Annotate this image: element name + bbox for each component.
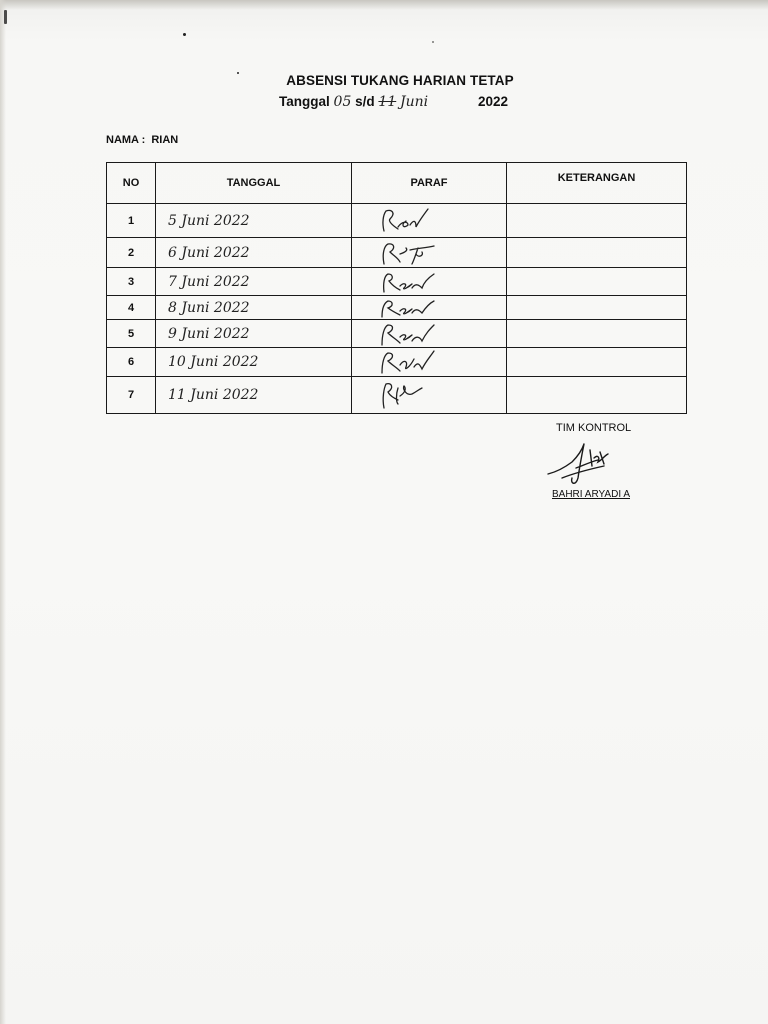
header-keterangan: KETERANGAN bbox=[507, 163, 687, 204]
row-tanggal: 10 Juni 2022 bbox=[156, 348, 352, 377]
row-tanggal: 8 Juni 2022 bbox=[156, 296, 352, 320]
row-paraf bbox=[352, 348, 507, 377]
name-label: NAMA : bbox=[106, 134, 146, 146]
date-range-line bbox=[279, 94, 428, 110]
team-label: TIM KONTROL bbox=[556, 422, 632, 434]
row-keterangan bbox=[507, 204, 687, 238]
header-tanggal: TANGGAL bbox=[156, 163, 352, 204]
table-row bbox=[107, 238, 687, 268]
row-tanggal: 11 Juni 2022 bbox=[156, 377, 352, 414]
table-row bbox=[107, 348, 687, 377]
name-line bbox=[106, 134, 178, 146]
header-no: NO bbox=[107, 163, 156, 204]
scan-edge-top bbox=[0, 0, 768, 10]
name-value: RIAN bbox=[151, 134, 179, 146]
document-title: ABSENSI TUKANG HARIAN TETAP bbox=[286, 73, 514, 88]
approval-signature bbox=[542, 440, 622, 490]
table-header-row bbox=[107, 163, 687, 204]
scan-speck bbox=[237, 72, 239, 74]
paraf-signature bbox=[378, 380, 448, 410]
table-row bbox=[107, 204, 687, 238]
row-paraf bbox=[352, 320, 507, 348]
signer-name: BAHRI ARYADI A bbox=[552, 489, 630, 500]
row-paraf bbox=[352, 377, 507, 414]
paraf-signature bbox=[378, 321, 448, 347]
scan-speck bbox=[432, 41, 434, 43]
row-no: 4 bbox=[107, 296, 156, 320]
table-row bbox=[107, 296, 687, 320]
date-to-handwritten: 11 bbox=[378, 94, 397, 110]
row-tanggal: 5 Juni 2022 bbox=[156, 204, 352, 238]
header-paraf: PARAF bbox=[352, 163, 507, 204]
scan-speck bbox=[183, 33, 186, 36]
scan-speck bbox=[4, 10, 7, 24]
month-handwritten: Juni bbox=[400, 94, 429, 110]
row-tanggal: 7 Juni 2022 bbox=[156, 268, 352, 296]
paraf-signature bbox=[378, 297, 448, 319]
paraf-signature bbox=[378, 240, 448, 266]
row-no: 3 bbox=[107, 268, 156, 296]
row-keterangan bbox=[507, 296, 687, 320]
row-no: 7 bbox=[107, 377, 156, 414]
row-paraf bbox=[352, 296, 507, 320]
row-keterangan bbox=[507, 320, 687, 348]
date-separator: s/d bbox=[355, 94, 375, 109]
row-no: 2 bbox=[107, 238, 156, 268]
row-no: 1 bbox=[107, 204, 156, 238]
paraf-signature bbox=[378, 349, 448, 375]
row-paraf bbox=[352, 238, 507, 268]
paraf-signature bbox=[378, 207, 448, 235]
paraf-signature bbox=[378, 270, 448, 294]
date-from-handwritten: 05 bbox=[333, 94, 352, 110]
row-paraf bbox=[352, 204, 507, 238]
scan-edge-left bbox=[0, 0, 6, 1024]
row-no: 6 bbox=[107, 348, 156, 377]
row-keterangan bbox=[507, 377, 687, 414]
table-row bbox=[107, 377, 687, 414]
row-no: 5 bbox=[107, 320, 156, 348]
row-tanggal: 9 Juni 2022 bbox=[156, 320, 352, 348]
attendance-table bbox=[106, 162, 687, 414]
table-row bbox=[107, 268, 687, 296]
row-keterangan bbox=[507, 348, 687, 377]
table-row bbox=[107, 320, 687, 348]
date-label: Tanggal bbox=[279, 94, 330, 109]
row-keterangan bbox=[507, 238, 687, 268]
row-paraf bbox=[352, 268, 507, 296]
row-tanggal: 6 Juni 2022 bbox=[156, 238, 352, 268]
year: 2022 bbox=[478, 94, 509, 109]
row-keterangan bbox=[507, 268, 687, 296]
